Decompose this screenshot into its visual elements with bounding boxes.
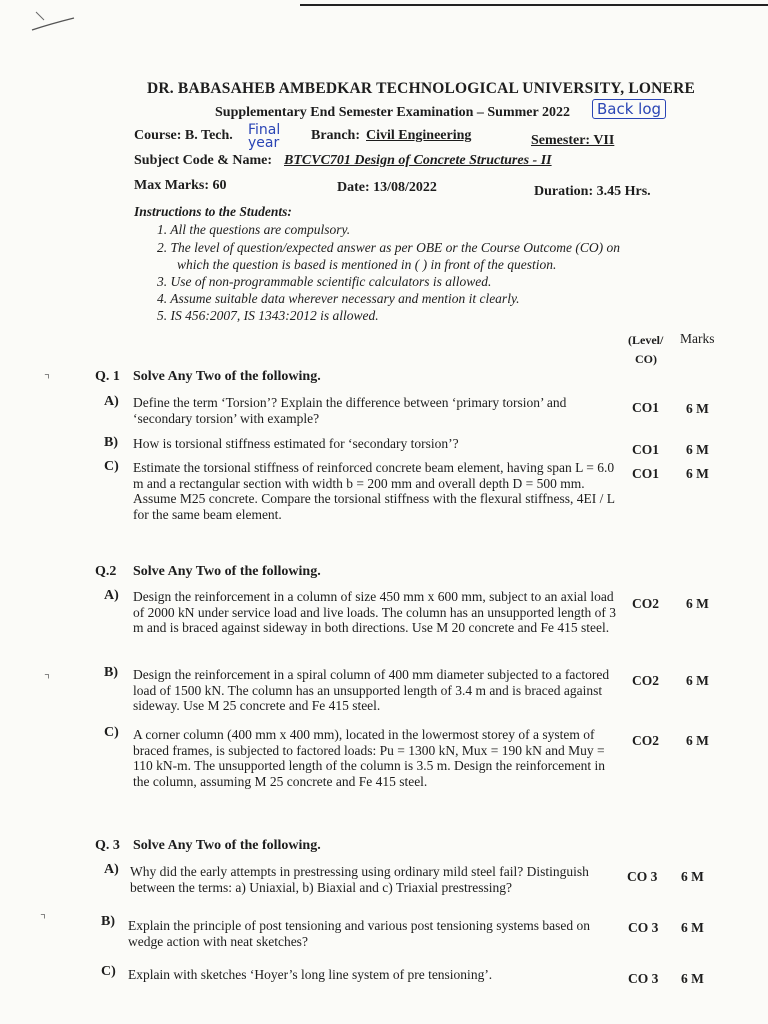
scan-edge-mark: ⌝ [44,372,51,387]
part-text: Estimate the torsional stiffness of reinforced concrete beam element, having span L = 6.0 m and a rectangular section with width b = 200 mm and overall depth D = 500 mm. Assume M25 concrete. Compare the torsional stiffness with the flexural stiffness, 4EI / L for the same beam element. [133,460,615,522]
instruction-item: 2. The level of question/expected answer as per OBE or the Course Outcome (CO) on [157,240,621,255]
part-co: CO1 [632,442,659,457]
scan-edge-mark: ⌝ [44,672,51,687]
course-label: Course: B. Tech. [134,128,233,143]
part-text: Why did the early attempts in prestressing using ordinary mild steel fail? Distinguish between the terms: a) Uniaxial, b) Biaxial and c) Triaxial prestressing? [130,864,589,895]
question-number: Q.2 [95,564,117,579]
marks-header: Marks [680,331,715,346]
level-co-header-line1: (Level/ [628,333,664,347]
university-name: DR. BABASAHEB AMBEDKAR TECHNOLOGICAL UNIVERSITY, LONERE [147,80,696,97]
top-edge-line [300,4,768,6]
part-co: CO2 [632,596,659,611]
question-heading: Solve Any Two of the following. [133,369,321,384]
question-number: Q. 3 [95,838,120,853]
pen-mark [30,8,80,34]
exam-title: Supplementary End Semester Examination – Summer 2022 [215,105,570,120]
exam-date: Date: 13/08/2022 [337,180,437,195]
part-text: Explain with sketches ‘Hoyer’s long line system of pre tensioning’. [128,967,493,982]
part-co: CO 3 [627,869,658,884]
part-co: CO 3 [628,971,659,986]
subject-value: BTCVC701 Design of Concrete Structures - II [284,153,552,168]
part-text: Define the term ‘Torsion’? Explain the difference between ‘primary torsion’ and ‘secondary torsion’ with example? [133,395,567,426]
part-label: A) [104,394,119,409]
part-label: B) [104,435,118,450]
part-label: C) [104,459,119,474]
branch-label: Branch: [311,128,360,143]
exam-duration: Duration: 3.45 Hrs. [534,184,651,199]
instruction-item: 1. All the questions are compulsory. [157,222,351,237]
instruction-item-continuation: which the question is based is mentioned in ( ) in front of the question. [177,257,557,272]
handwritten-backlog-note: Back log [592,99,666,119]
instruction-item: 4. Assume suitable data wherever necessary and mention it clearly. [157,291,520,306]
part-co: CO2 [632,673,659,688]
branch-value: Civil Engineering [366,128,472,143]
level-co-header-line2: CO) [635,352,657,366]
part-co: CO1 [632,466,659,481]
part-marks: 6 M [686,401,709,416]
question-heading: Solve Any Two of the following. [133,838,321,853]
question-number: Q. 1 [95,369,120,384]
part-label: C) [104,725,119,740]
part-marks: 6 M [686,466,709,481]
part-text: Design the reinforcement in a spiral column of 400 mm diameter subjected to a factored load of 1500 kN. The column has an unsupported length of 3.4 m and is braced against sideway. Use M 25 concrete and Fe 415 steel. [133,667,610,713]
handwritten-course-note: Final year [248,122,281,151]
part-label: B) [104,665,118,680]
question-heading: Solve Any Two of the following. [133,564,321,579]
part-text: Explain the principle of post tensioning and various post tensioning systems based on wedge action with neat sketches? [128,918,590,949]
scan-edge-mark: ⌝ [40,912,47,927]
part-text: How is torsional stiffness estimated for ‘secondary torsion’? [133,436,459,451]
instructions-title: Instructions to the Students: [134,204,292,219]
part-co: CO 3 [628,920,659,935]
part-marks: 6 M [686,442,709,457]
semester: Semester: VII [531,133,615,148]
part-marks: 6 M [686,596,709,611]
part-marks: 6 M [681,971,704,986]
part-text: A corner column (400 mm x 400 mm), located in the lowermost storey of a system of braced frames, is subjected to factored loads: Pu = 1300 kN, Mux = 190 kN and Muy = 110 kN-m. The unsupported length of the column is 3.5 m. Design the reinforcement in the column, assuming M 25 concrete and Fe 415 steel. [133,727,606,789]
part-text: Design the reinforcement in a column of size 450 mm x 600 mm, subject to an axial load of 2000 kN under service load and live loads. The column has an unsupported length of 3 m and is braced against sideway in both directions. Use M 20 concrete and Fe 415 steel. [133,589,617,635]
part-marks: 6 M [681,920,704,935]
subject-label: Subject Code & Name: [134,153,273,168]
part-marks: 6 M [686,673,709,688]
max-marks: Max Marks: 60 [134,178,227,193]
part-marks: 6 M [681,869,704,884]
instruction-item: 3. Use of non-programmable scientific calculators is allowed. [157,274,492,289]
part-label: A) [104,588,119,603]
part-marks: 6 M [686,733,709,748]
part-label: A) [104,862,119,877]
part-label: C) [101,964,116,979]
part-co: CO2 [632,733,659,748]
part-label: B) [101,914,115,929]
instruction-item: 5. IS 456:2007, IS 1343:2012 is allowed. [157,308,379,323]
part-co: CO1 [632,400,659,415]
